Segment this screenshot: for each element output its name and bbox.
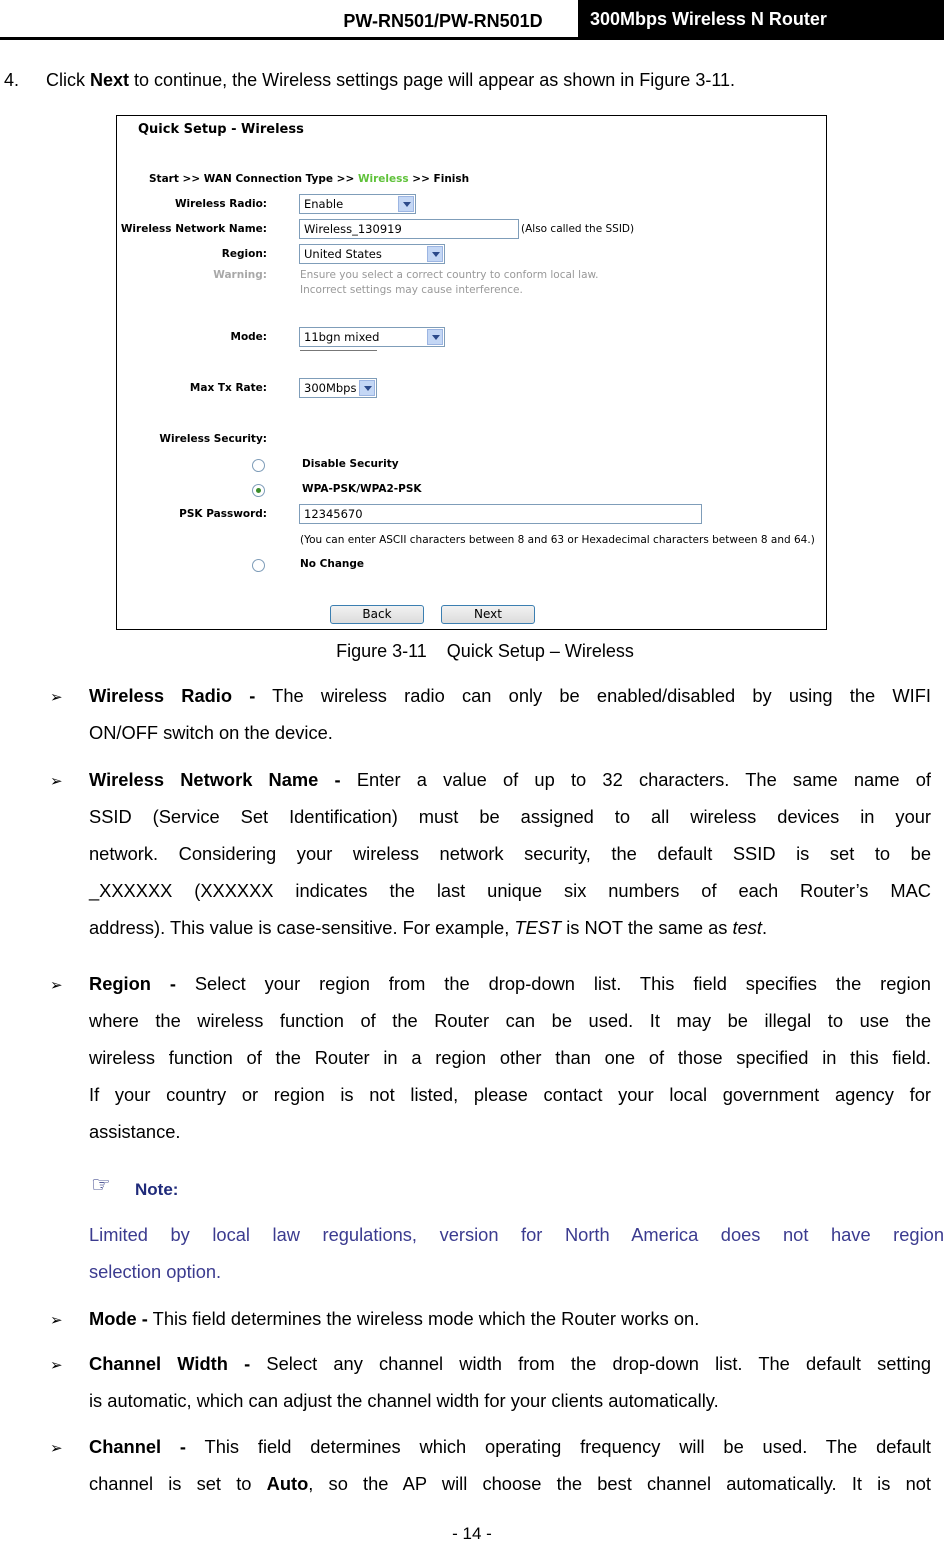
breadcrumb-current: Wireless (357, 173, 409, 185)
bullet-network-name (89, 761, 931, 946)
note-line-1: Limited by local law regulations, version for North America does not have region (89, 1224, 944, 1245)
bullet-channel-width (89, 1345, 931, 1419)
figure-caption: Figure 3-11 Quick Setup – Wireless (336, 641, 634, 661)
region-select[interactable] (299, 244, 445, 264)
chevron-down-icon (398, 196, 414, 212)
page-header (0, 0, 944, 41)
page-number: - 14 - (452, 1524, 492, 1543)
region-line-1: Select your region from the drop-down list. This field specifies the region (175, 973, 931, 994)
term-mode: Mode - (89, 1308, 148, 1329)
channel-line-2a: channel is set to (89, 1473, 267, 1494)
mode-line-1: This field determines the wireless mode which the Router works on. (147, 1308, 700, 1329)
note-body (89, 1216, 944, 1290)
name-line-3: network. Considering your wireless network security, the default SSID is set to be (89, 843, 931, 864)
term-region: Region - (89, 973, 176, 994)
radio-disable-security[interactable] (252, 459, 265, 472)
breadcrumb-end: >> Finish (408, 173, 470, 185)
bullet-arrow-icon: ➢ (50, 689, 63, 706)
pointing-hand-icon: ☞ (91, 1172, 111, 1197)
term-wireless-radio: Wireless Radio - (89, 685, 256, 706)
bullet-mode (89, 1300, 931, 1337)
network-name-input[interactable]: Wireless_130919 (299, 219, 519, 239)
figure-title: Quick Setup - Wireless (138, 122, 304, 137)
channel-width-line-1: Select any channel width from the drop-down list. The default setting (250, 1353, 931, 1374)
channel-line-2 (89, 1465, 931, 1502)
name-line-5c: . (761, 917, 768, 938)
region-line-4: If your country or region is not listed, please contact your local government agency for (89, 1084, 931, 1105)
back-button[interactable]: Back (330, 605, 424, 624)
wireless-radio-label: Wireless Radio: (174, 198, 267, 210)
network-name-label: Wireless Network Name: (120, 223, 267, 235)
name-line-5 (89, 909, 931, 946)
step-prefix: Click (46, 70, 90, 90)
header-model: PW-RN501/PW-RN501D (343, 11, 543, 31)
name-line-1: Enter a value of up to 32 characters. The same name of (340, 769, 932, 790)
name-line-5b: is NOT the same as (561, 917, 733, 938)
name-em-1: TEST (514, 917, 562, 938)
psk-password-input[interactable]: 12345670 (299, 504, 702, 524)
name-em-2: test (732, 917, 762, 938)
warning-line-2: Incorrect settings may cause interference. (300, 284, 523, 296)
bullet-arrow-icon: ➢ (50, 773, 63, 790)
max-tx-rate-label: Max Tx Rate: (189, 382, 267, 394)
channel-strong-auto: Auto (266, 1473, 309, 1494)
note-label: Note: (135, 1180, 179, 1199)
radio-line-1: The wireless radio can only be enabled/disabled by using the WIFI (255, 685, 931, 706)
step-strong: Next (90, 70, 130, 90)
channel-line-1: This field determines which operating frequency will be used. The default (186, 1436, 931, 1457)
chevron-down-icon (427, 329, 443, 345)
psk-password-hint: (You can enter ASCII characters between 8 and 63 or Hexadecimal characters between 8 and 64.) (300, 534, 815, 546)
bullet-arrow-icon: ➢ (50, 977, 63, 994)
max-tx-rate-value: 300Mbps (304, 381, 357, 395)
name-line-5a: address). This value is case-sensitive. For example, (89, 917, 515, 938)
option-wpa-psk: WPA-PSK/WPA2-PSK (302, 483, 422, 495)
option-no-change: No Change (300, 558, 365, 570)
bullet-arrow-icon: ➢ (50, 1312, 63, 1329)
breadcrumb (149, 173, 469, 185)
region-label: Region: (221, 248, 267, 260)
term-channel-width: Channel Width - (89, 1353, 251, 1374)
channel-line-2b: , so the AP will choose the best channel automatically. It is not (308, 1473, 931, 1494)
wireless-security-label: Wireless Security: (159, 433, 267, 445)
step-text (46, 70, 735, 90)
radio-wpa-psk[interactable] (252, 484, 265, 497)
bullet-arrow-icon: ➢ (50, 1440, 63, 1457)
region-line-5: assistance. (89, 1121, 181, 1142)
psk-password-label: PSK Password: (179, 508, 267, 520)
bullet-arrow-icon: ➢ (50, 1357, 63, 1374)
quick-setup-wireless-figure (116, 115, 827, 630)
mode-label: Mode: (230, 331, 267, 343)
radio-line-2: ON/OFF switch on the device. (89, 722, 333, 743)
mode-select[interactable] (299, 327, 445, 347)
name-line-2: SSID (Service Set Identification) must be assigned to all wireless devices in your (89, 806, 931, 827)
bullet-channel (89, 1428, 931, 1502)
breadcrumb-start: Start >> WAN Connection Type >> (149, 173, 358, 185)
mode-value: 11bgn mixed (304, 330, 380, 344)
note-line-2: selection option. (89, 1261, 222, 1282)
bullet-wireless-radio (89, 677, 931, 751)
max-tx-rate-select[interactable] (299, 378, 377, 398)
header-product: 300Mbps Wireless N Router (578, 0, 944, 38)
network-name-hint: (Also called the SSID) (521, 223, 635, 235)
name-line-4: _XXXXXX (XXXXXX indicates the last unique six numbers of each Router’s MAC (89, 880, 931, 901)
region-line-3: wireless function of the Router in a region other than one of those specified in this field. (89, 1047, 931, 1068)
next-button[interactable]: Next (441, 605, 535, 624)
chevron-down-icon (427, 246, 443, 262)
bullet-region (89, 965, 931, 1150)
step-number: 4. (4, 70, 20, 90)
warning-line-1: Ensure you select a correct country to conform local law. (300, 269, 599, 281)
region-value: United States (304, 247, 382, 261)
term-network-name: Wireless Network Name - (89, 769, 341, 790)
region-line-2: where the wireless function of the Router can be used. It may be illegal to use the (89, 1010, 931, 1031)
step-rest: to continue, the Wireless settings page will appear as shown in Figure 3-11. (129, 70, 736, 90)
warning-label: Warning: (213, 269, 267, 281)
header-rule (0, 37, 944, 40)
chevron-down-icon (359, 380, 375, 396)
channel-width-line-2: is automatic, which can adjust the channel width for your clients automatically. (89, 1390, 719, 1411)
wireless-radio-select[interactable] (299, 194, 416, 214)
radio-no-change[interactable] (252, 559, 265, 572)
wireless-radio-value: Enable (304, 197, 344, 211)
option-disable-security: Disable Security (302, 458, 399, 470)
mode-underline (300, 350, 377, 351)
term-channel: Channel - (89, 1436, 187, 1457)
